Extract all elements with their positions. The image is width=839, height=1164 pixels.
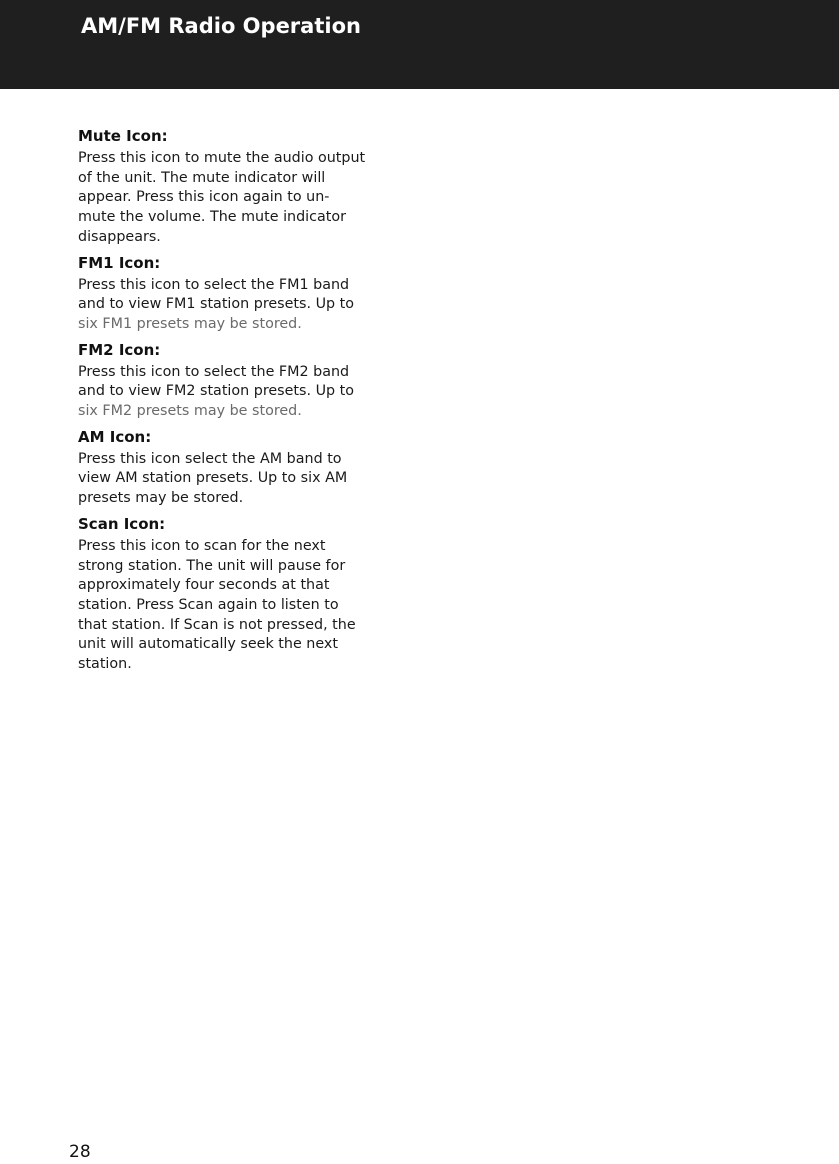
body-line: station. <box>78 656 132 673</box>
body-line: Press this icon to select the FM2 band <box>78 363 350 380</box>
body-line: six FM2 presets may be stored. <box>78 403 302 420</box>
section-heading: FM2 Icon: <box>78 340 161 359</box>
body-line: Press this icon to scan for the next <box>78 537 326 554</box>
section-fm1-icon <box>78 253 423 335</box>
section-am-icon <box>78 427 423 509</box>
section-fm2-icon <box>78 340 423 422</box>
body-line: Press this icon select the AM band to <box>78 450 342 467</box>
body-line: Press this icon to mute the audio output <box>78 150 366 166</box>
body-line: that station. If Scan is not pressed, the <box>78 616 356 633</box>
body-line: approximately four seconds at that <box>78 577 330 594</box>
page-title: AM/FM Radio Operation <box>81 14 361 38</box>
section-body <box>78 149 423 248</box>
body-line: Press this icon to select the FM1 band <box>78 276 350 293</box>
body-line: presets may be stored. <box>78 490 244 507</box>
section-scan-icon <box>78 514 423 675</box>
body-line: six FM1 presets may be stored. <box>78 315 302 332</box>
body-line: disappears. <box>78 228 161 245</box>
section-body <box>78 537 423 675</box>
manual-content <box>78 126 423 680</box>
body-line: unit will automatically seek the next <box>78 636 338 653</box>
body-line: mute the volume. The mute indicator <box>78 209 346 226</box>
section-body <box>78 363 423 422</box>
section-heading: FM1 Icon: <box>78 253 161 272</box>
section-body <box>78 276 423 335</box>
section-heading: Mute Icon: <box>78 127 168 145</box>
page-number: 28 <box>69 1142 91 1162</box>
section-body <box>78 450 423 509</box>
section-heading: Scan Icon: <box>78 514 166 533</box>
section-mute-icon <box>78 126 423 248</box>
header-bar <box>0 0 839 89</box>
body-line: view AM station presets. Up to six AM <box>78 470 348 487</box>
body-line: station. Press Scan again to listen to <box>78 596 339 613</box>
body-line: of the unit. The mute indicator will <box>78 169 326 186</box>
section-heading: AM Icon: <box>78 427 152 446</box>
body-line: appear. Press this icon again to un- <box>78 189 330 206</box>
body-line: and to view FM2 station presets. Up to <box>78 383 355 400</box>
body-line: and to view FM1 station presets. Up to <box>78 296 355 313</box>
body-line: strong station. The unit will pause for <box>78 557 346 574</box>
